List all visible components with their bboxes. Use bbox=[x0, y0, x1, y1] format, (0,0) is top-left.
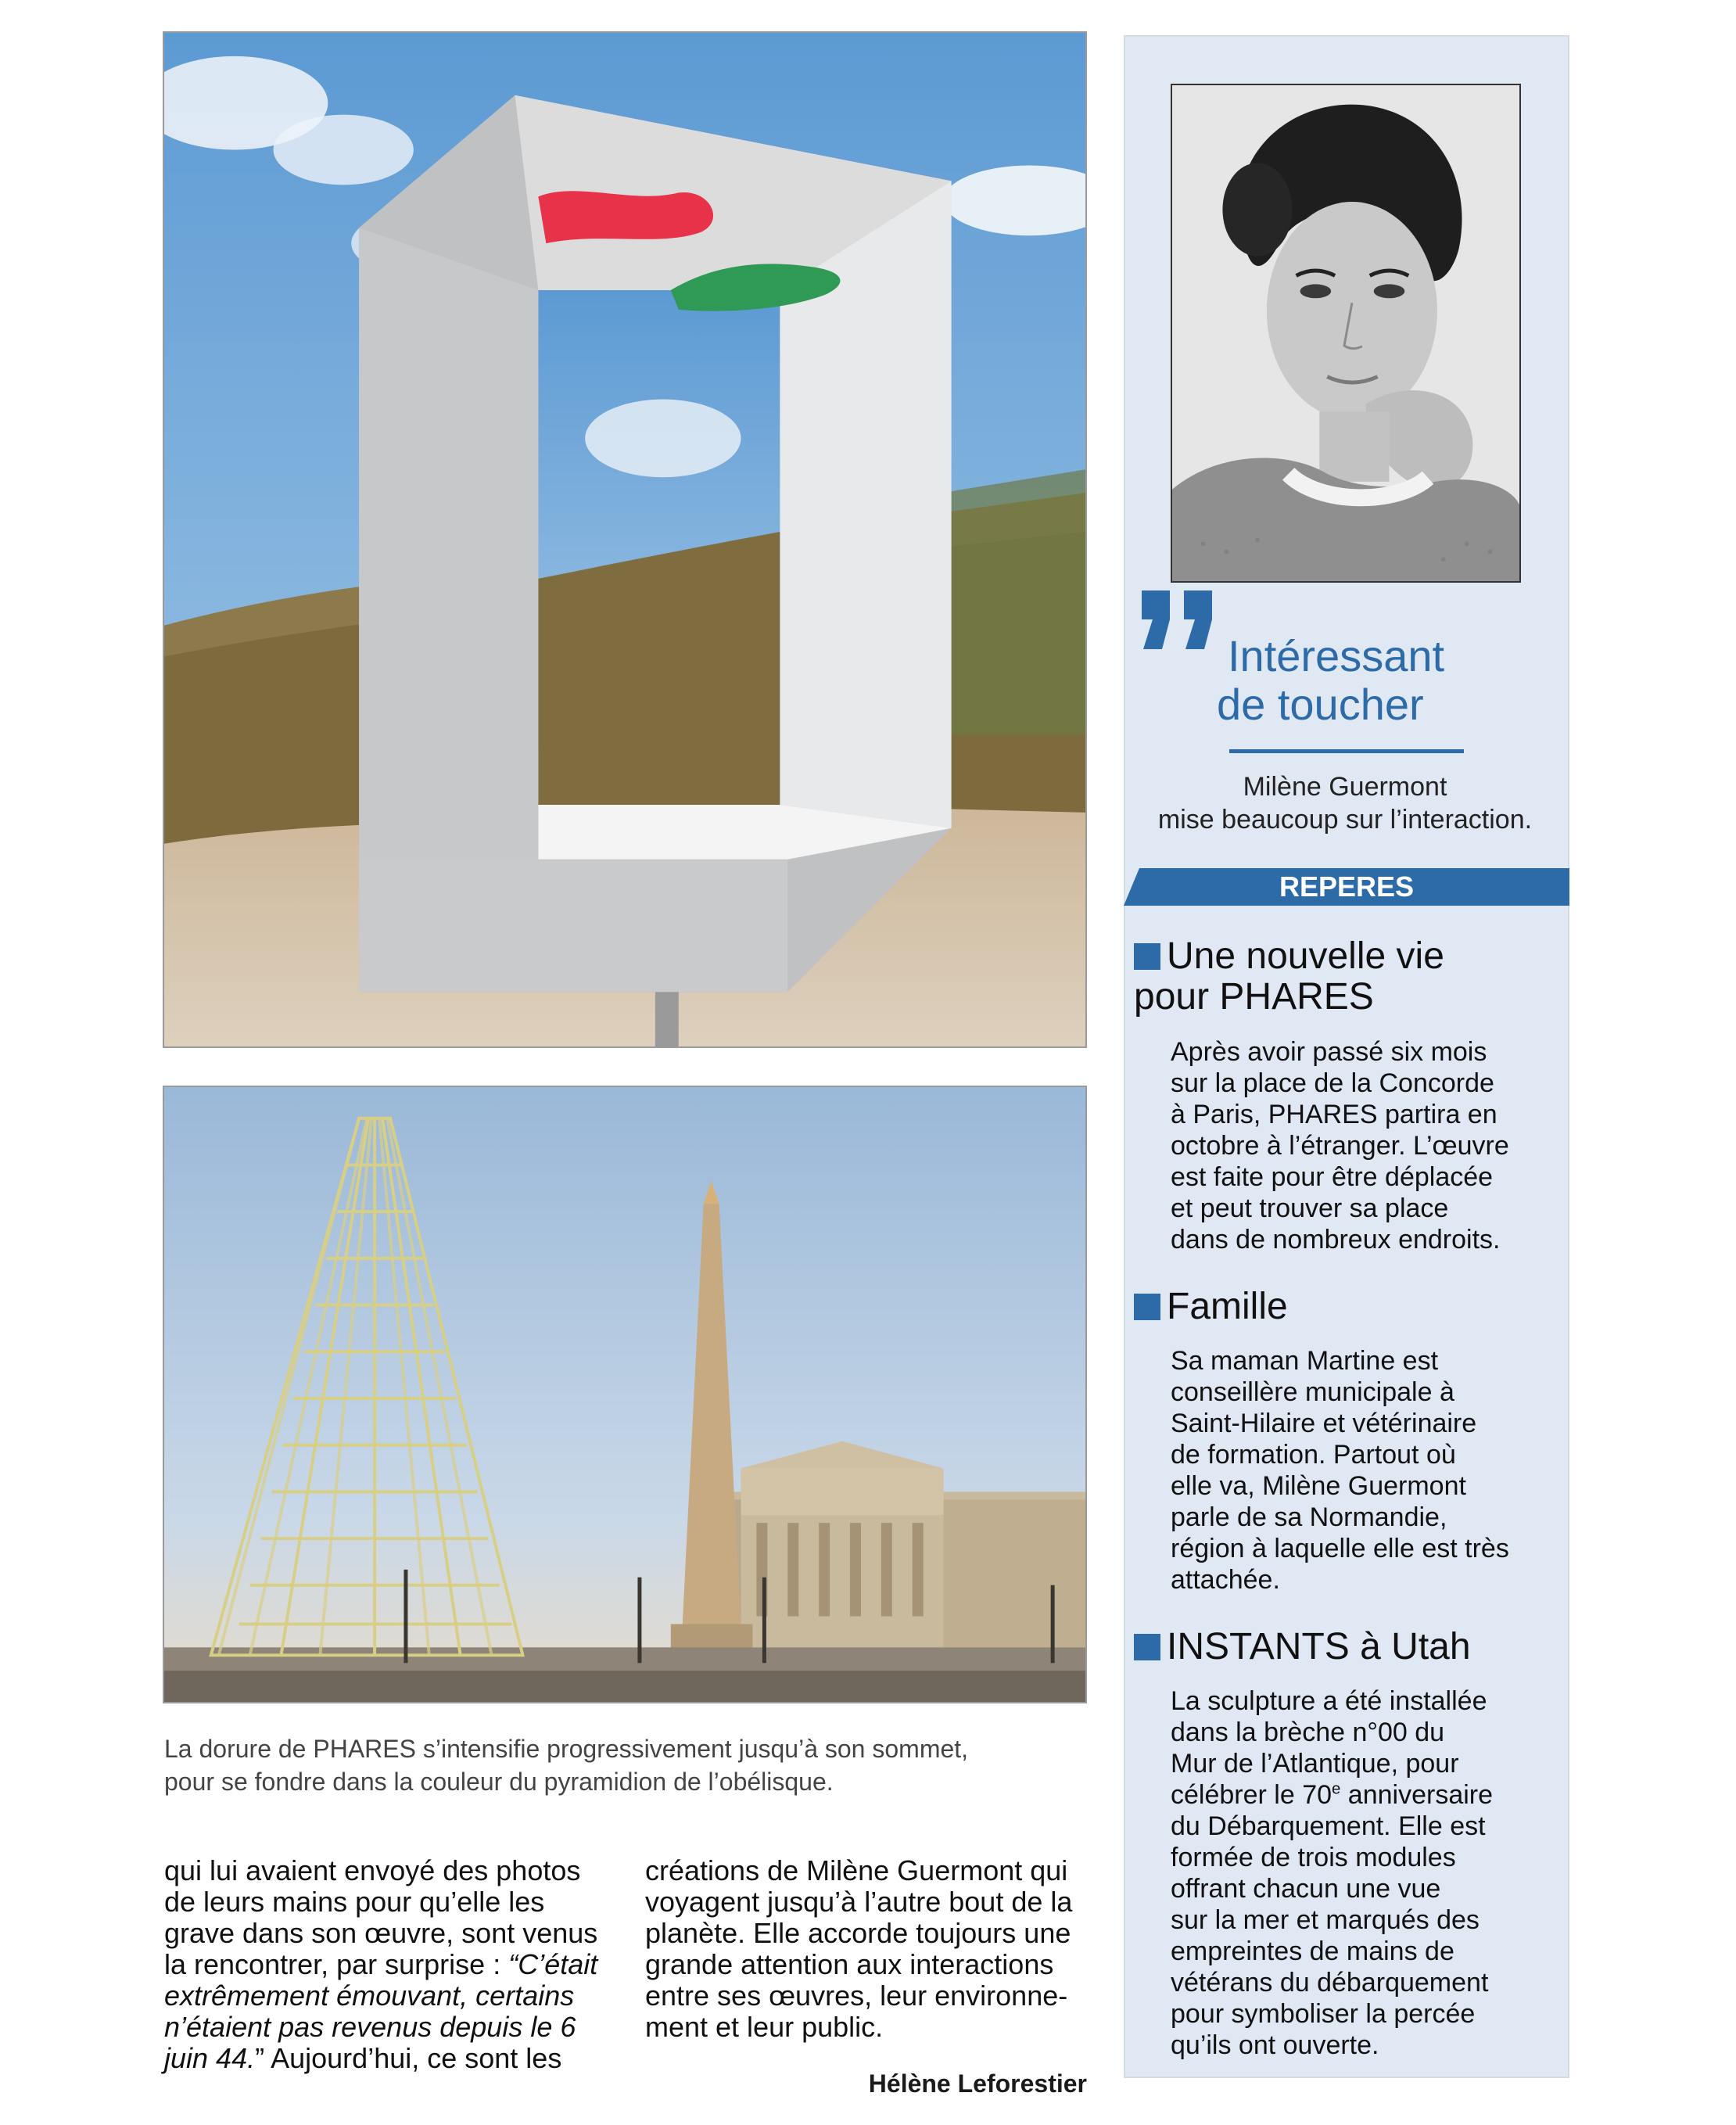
quote-start: “C’était bbox=[508, 1948, 598, 1980]
article-column-2 bbox=[645, 1855, 1091, 2043]
section-title-phares: Une nouvelle vie pour PHARES bbox=[1134, 935, 1444, 1018]
portrait-photo bbox=[1171, 84, 1521, 583]
body-line: extrêmement émouvant, certains bbox=[164, 1980, 575, 2012]
concorde-obelisk-photo bbox=[163, 1086, 1087, 1703]
section-body-phares: Après avoir passé six mois sur la place de la Concorde à Paris, PHARES partira en octobre à l’étranger. L’œuvre est faite pour être déplacée et peut trouver sa place dans de nombreux endroits. bbox=[1171, 1037, 1509, 1255]
body-line: qui lui avaient envoyé des photos bbox=[164, 1854, 581, 1886]
quotation-mark-icon bbox=[1132, 571, 1226, 673]
body-line: voyagent jusqu’à l’autre bout de la bbox=[645, 1886, 1073, 1918]
reperes-header bbox=[1124, 868, 1569, 906]
body-line: la rencontrer, par surprise : “C’était bbox=[164, 1948, 598, 1980]
body-line: grande attention aux interactions bbox=[645, 1948, 1054, 1980]
body-line: n’étaient pas revenus depuis le 6 bbox=[164, 2011, 576, 2043]
body-line: ment et leur public. bbox=[645, 2011, 884, 2043]
author-signature: Hélène Leforestier bbox=[868, 2069, 1087, 2098]
body-line: grave dans son œuvre, sont venus bbox=[164, 1917, 598, 1949]
section-body-instants: La sculpture a été installée dans la brèche n°00 du Mur de l’Atlantique, pour célébrer le 70e anniversaire du Débarquement. Elle est formée de trois modules offrant chacun une vue sur la mer et marqués des empreintes de mains de vétérans du débarquement pour symboliser la percée qu’ils ont ouverte. bbox=[1171, 1686, 1494, 2060]
body-line: juin 44.” Aujourd’hui, ce sont les bbox=[164, 2042, 562, 2074]
reperes-label: REPERES bbox=[1279, 870, 1415, 903]
square-bullet-icon bbox=[1134, 943, 1160, 970]
body-line: entre ses œuvres, leur environne- bbox=[645, 1980, 1068, 2012]
article-column-1 bbox=[164, 1855, 610, 2074]
sculpture-frame-photo bbox=[163, 31, 1087, 1048]
body-line: planète. Elle accorde toujours une bbox=[645, 1917, 1071, 1949]
caption-line-1: La dorure de PHARES s’intensifie progressivement jusqu’à son sommet, bbox=[164, 1735, 969, 1763]
pull-quote-line-1: Intéressant bbox=[1228, 631, 1445, 680]
square-bullet-icon bbox=[1134, 1634, 1160, 1660]
square-bullet-icon bbox=[1134, 1294, 1160, 1320]
body-line: de leurs mains pour qu’elle les bbox=[164, 1886, 545, 1918]
section-title-famille: Famille bbox=[1134, 1287, 1288, 1327]
pull-quote-line-2: de toucher bbox=[1217, 680, 1424, 729]
section-body-famille: Sa maman Martine est conseillère municipale à Saint-Hilaire et vétérinaire de formation. Partout où elle va, Milène Guermont parle de sa Normandie, région à laquelle elle est très attachée. bbox=[1171, 1346, 1509, 1595]
pull-quote bbox=[1217, 631, 1556, 729]
pull-quote-rule bbox=[1229, 749, 1464, 753]
section-title-instants: INSTANTS à Utah bbox=[1134, 1627, 1471, 1667]
photo-caption bbox=[164, 1732, 1087, 1798]
body-line: créations de Milène Guermont qui bbox=[645, 1854, 1068, 1886]
pull-quote-attribution: Milène Guermont mise beaucoup sur l’interaction. bbox=[1157, 772, 1533, 835]
caption-line-2: pour se fondre dans la couleur du pyramidion de l’obélisque. bbox=[164, 1768, 834, 1796]
